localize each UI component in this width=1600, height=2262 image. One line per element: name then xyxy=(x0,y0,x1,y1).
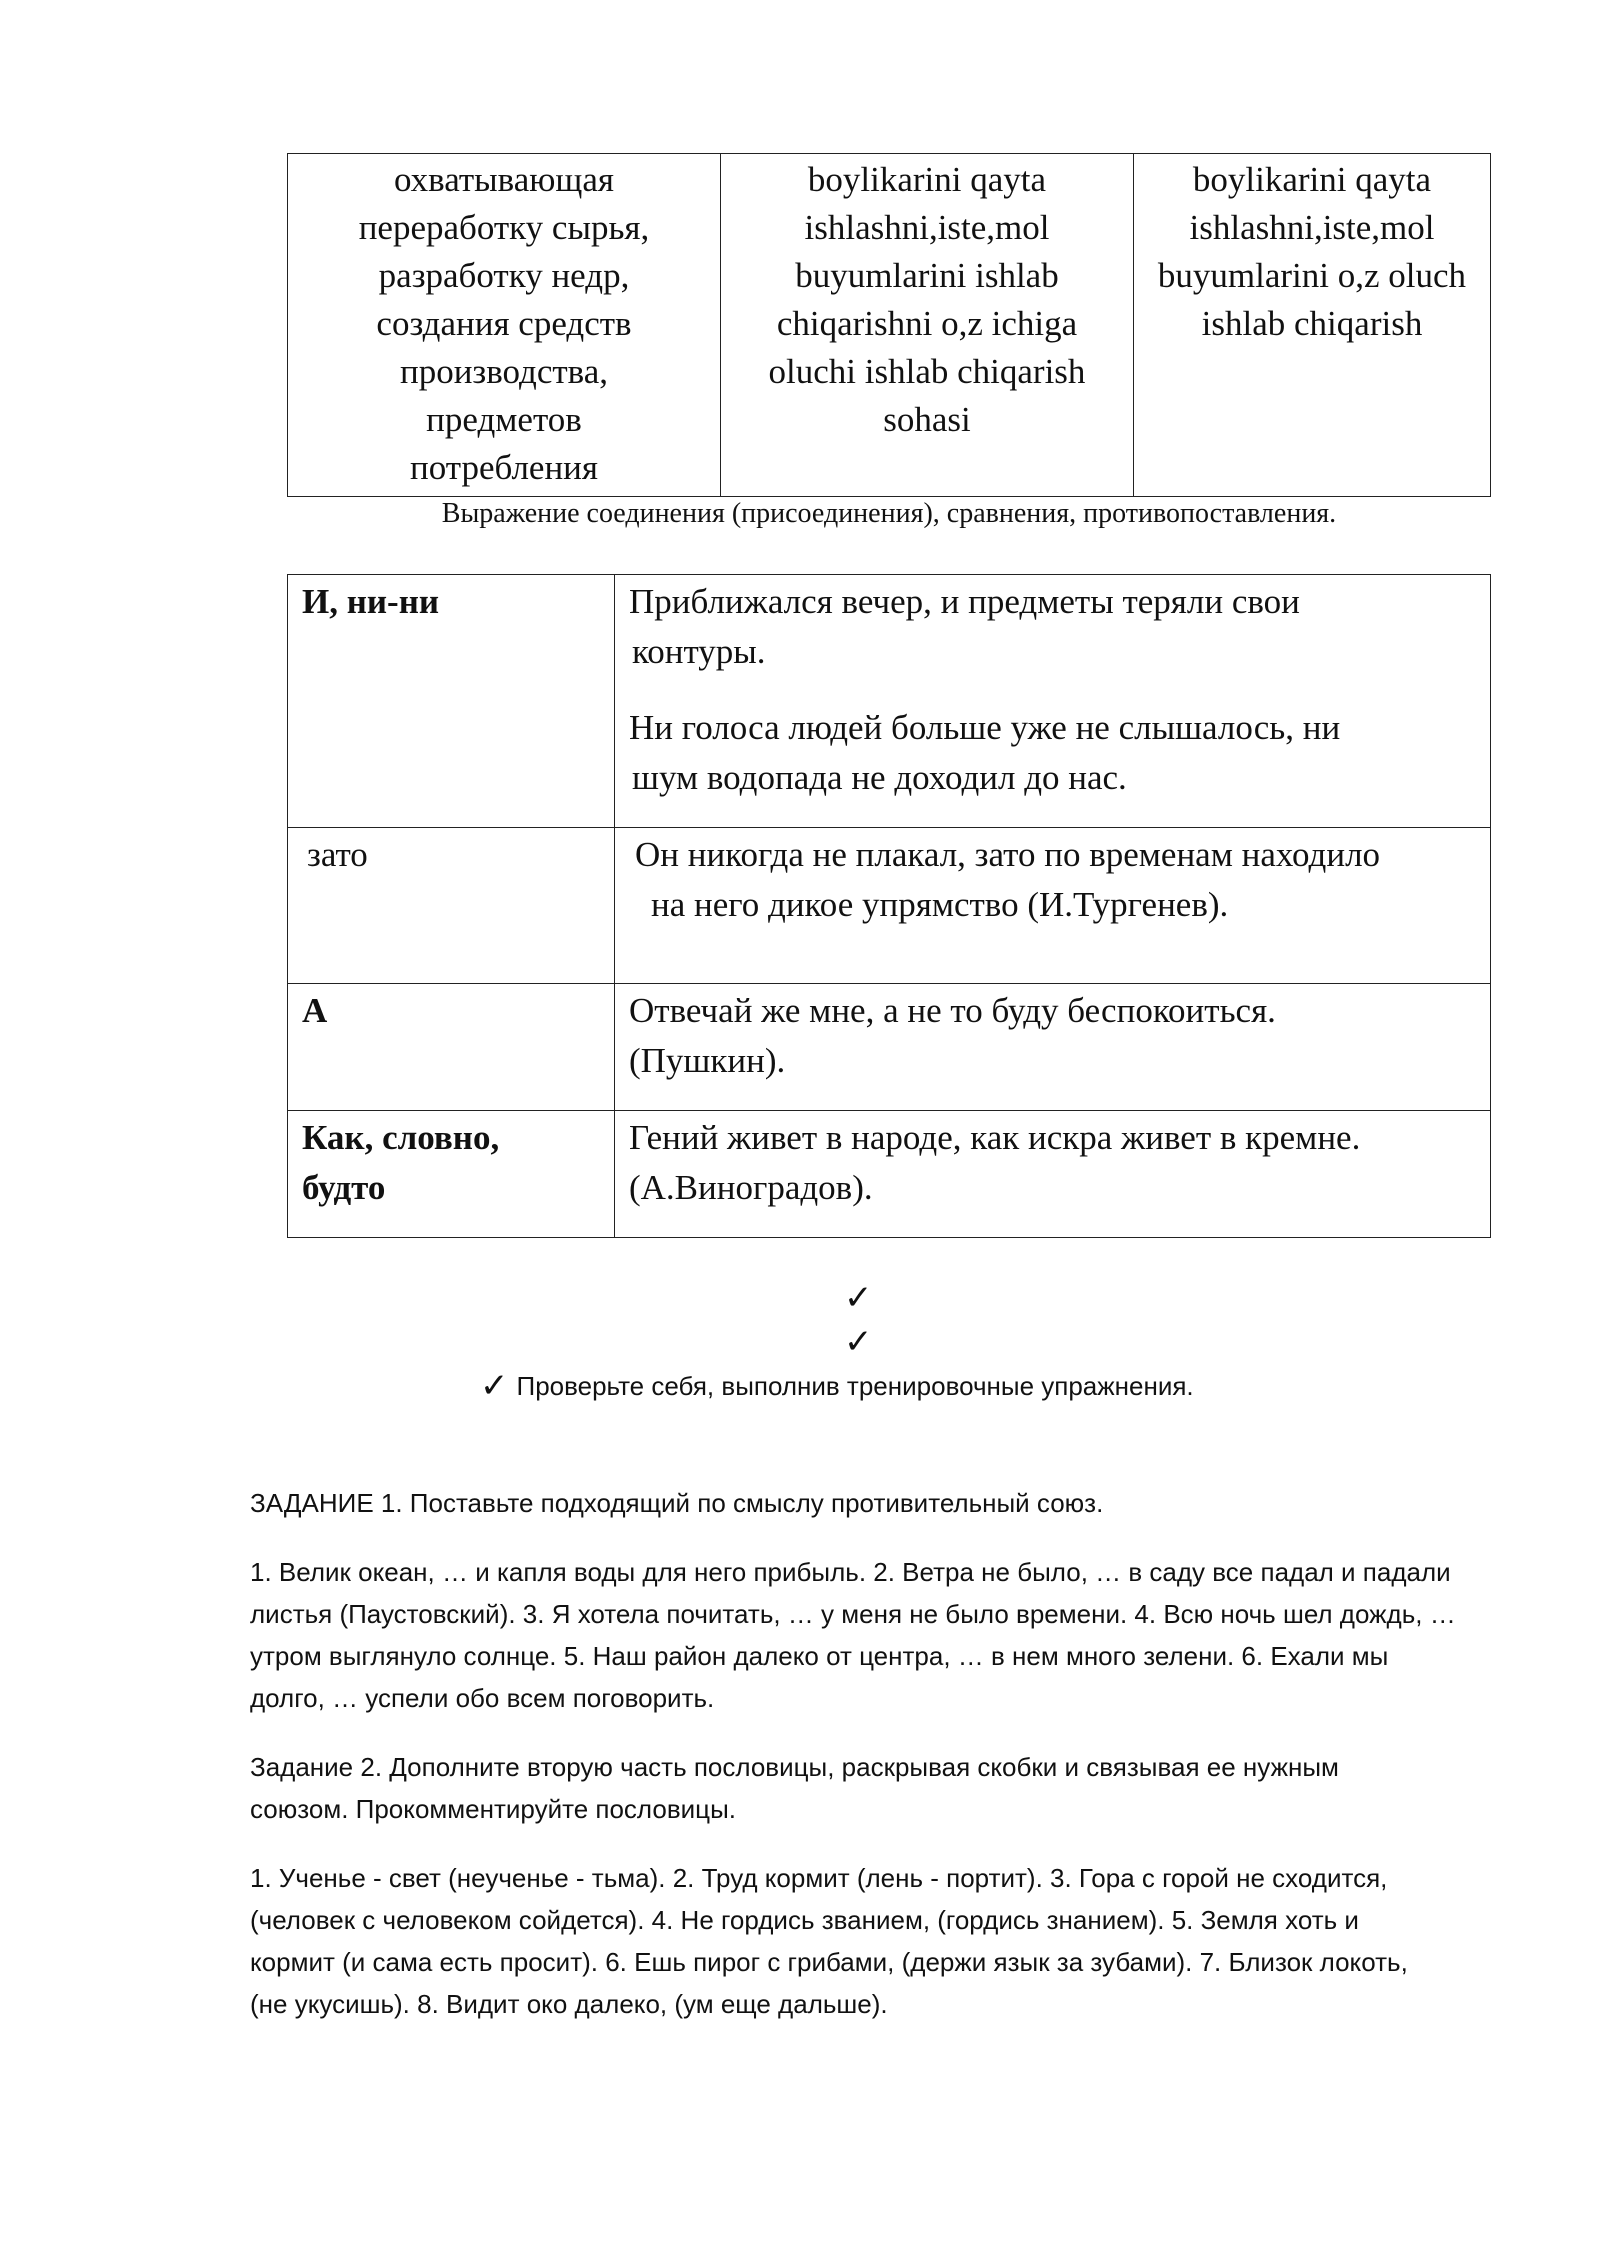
cell-line: boylikarini qayta xyxy=(807,160,1047,199)
task-line: 1. Велик океан, … и капля воды для него прибыль. 2. Ветра не было, … в саду все падал и падали xyxy=(250,1557,1451,1587)
checkmark-icon: ✓ xyxy=(844,1278,873,1318)
table-cell-russian xyxy=(288,154,721,497)
example-sentence xyxy=(635,830,1480,930)
checkmark-icon: ✓ xyxy=(844,1322,873,1362)
cell-line: ishlashni,iste,mol xyxy=(1189,208,1435,247)
table-caption: Выражение соединения (присоединения), сравнения, противопоставления. xyxy=(441,498,1337,529)
cell-line: предметов xyxy=(426,400,582,439)
cell-line: разработку недр, xyxy=(378,256,630,295)
example-sentence xyxy=(629,986,1480,1086)
example-line: шум водопада не доходил до нас. xyxy=(632,758,1127,797)
example-line: контуры. xyxy=(632,632,766,671)
example-sentence xyxy=(629,1113,1480,1213)
cell-line: потребления xyxy=(409,448,599,487)
example-line: Ни голоса людей больше уже не слышалось, ни xyxy=(629,708,1341,747)
conjunction-cell: А xyxy=(288,984,615,1111)
table-row xyxy=(288,575,1491,828)
cell-line: ishlashni,iste,mol xyxy=(804,208,1050,247)
table-row xyxy=(288,828,1491,984)
example-line: Он никогда не плакал, зато по временам находило xyxy=(635,835,1381,874)
cell-line: oluchi ishlab chiqarish xyxy=(768,352,1086,391)
task-line: Задание 2. Дополните вторую часть пословицы, раскрывая скобки и связывая ее нужным xyxy=(250,1752,1339,1782)
example-cell xyxy=(615,1111,1491,1238)
conjunction-cell: И, ни-ни xyxy=(288,575,615,828)
cell-line: производства, xyxy=(399,352,609,391)
task-line: (не укусишь). 8. Видит око далеко, (ум еще дальше). xyxy=(250,1989,888,2019)
conjunction-table xyxy=(287,574,1491,1238)
example-line: на него дикое упрямство (И.Тургенев). xyxy=(651,885,1229,924)
task-line: кормит (и сама есть просит). 6. Ешь пирог с грибами, (держи язык за зубами). 7. Близок локоть, xyxy=(250,1947,1408,1977)
cell-line: ishlab chiqarish xyxy=(1201,304,1423,343)
cell-line: buyumlarini ishlab xyxy=(795,256,1059,295)
task2-body xyxy=(250,1857,1495,2025)
example-line: (Пушкин). xyxy=(629,1041,786,1080)
cell-line: создания средств xyxy=(376,304,632,343)
task1-title: ЗАДАНИЕ 1. Поставьте подходящий по смыслу противительный союз. xyxy=(250,1488,1104,1518)
cell-line: buyumlarini o,z oluch xyxy=(1157,256,1467,295)
table-row xyxy=(288,154,1491,497)
cell-line: boylikarini qayta xyxy=(1192,160,1432,199)
task-line: листья (Паустовский). 3. Я хотела почитать, … у меня не было времени. 4. Всю ночь шел дождь, … xyxy=(250,1599,1456,1629)
example-line: Отвечай же мне, а не то буду беспокоиться. xyxy=(629,991,1276,1030)
self-check-line xyxy=(480,1366,1240,1406)
task1-body xyxy=(250,1551,1495,1719)
cell-line: переработку сырья, xyxy=(358,208,650,247)
table-row xyxy=(288,984,1491,1111)
example-sentence xyxy=(629,577,1480,677)
cell-line: chiqarishni o,z ichiga xyxy=(776,304,1078,343)
cell-line: sohasi xyxy=(883,400,971,439)
task-line: союзом. Прокомментируйте пословицы. xyxy=(250,1794,736,1824)
example-sentence xyxy=(629,703,1480,803)
table-row xyxy=(288,1111,1491,1238)
self-check-text: Проверьте себя, выполнив тренировочные упражнения. xyxy=(516,1371,1194,1401)
cell-line: охватывающая xyxy=(394,160,614,199)
conjunction-label: Как, словно, будто xyxy=(302,1118,500,1207)
task-line: долго, … успели обо всем поговорить. xyxy=(250,1683,715,1713)
task-line: утром выглянуло солнце. 5. Наш район далеко от центра, … в нем много зелени. 6. Ехали мы xyxy=(250,1641,1389,1671)
example-cell xyxy=(615,828,1491,984)
example-line: (А.Виноградов). xyxy=(629,1168,873,1207)
table-cell-uzbek-2 xyxy=(1134,154,1491,497)
conjunction-cell xyxy=(288,1111,615,1238)
table-cell-uzbek-1 xyxy=(721,154,1134,497)
conjunction-cell: зато xyxy=(288,828,615,984)
example-line: Приближался вечер, и предметы теряли свои xyxy=(629,582,1300,621)
example-line: Гений живет в народе, как искра живет в кремне. xyxy=(629,1118,1361,1157)
task-line: 1. Ученье - свет (неученье - тьма). 2. Труд кормит (лень - портит). 3. Гора с горой не сходится, xyxy=(250,1863,1388,1893)
checkmark-icon: ✓ xyxy=(480,1366,509,1406)
definition-table xyxy=(287,153,1491,497)
task2-title xyxy=(250,1746,1495,1830)
task-line: (человек с человеком сойдется). 4. Не гордись званием, (гордись знанием). 5. Земля хоть и xyxy=(250,1905,1359,1935)
example-cell xyxy=(615,984,1491,1111)
example-cell xyxy=(615,575,1491,828)
